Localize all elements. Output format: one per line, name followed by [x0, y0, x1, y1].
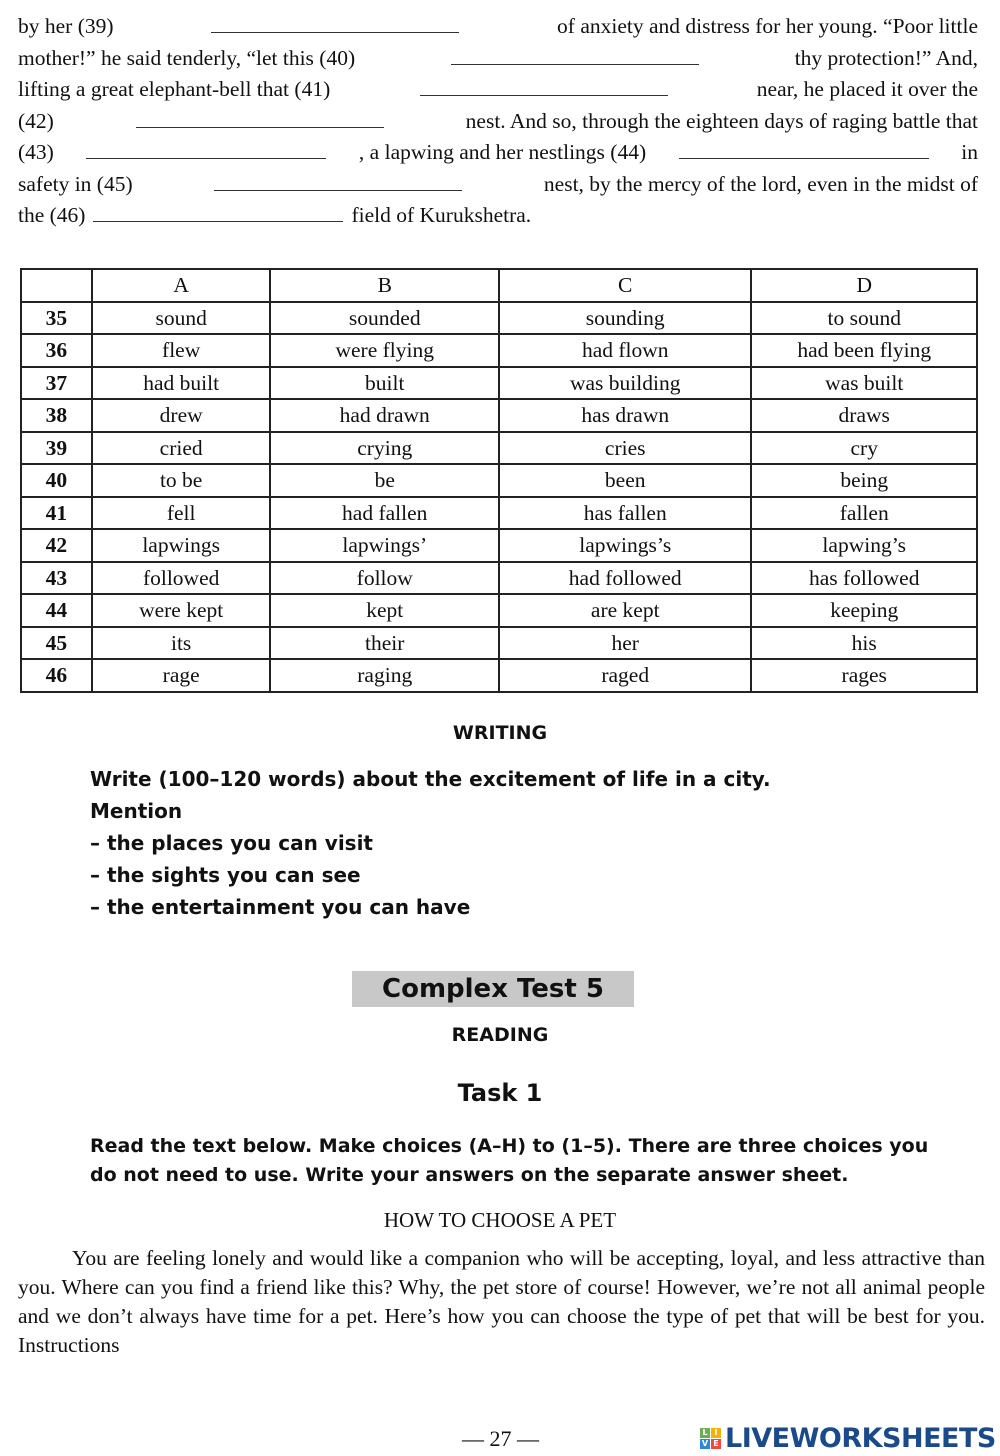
passage-text: in — [961, 140, 978, 164]
option-cell: being — [751, 464, 977, 497]
question-number: 40 — [21, 464, 92, 497]
table-row — [21, 562, 977, 595]
passage-text: safety in (45) — [18, 171, 133, 196]
reading-text: You are feeling lonely and would like a companion who will be accepting, loyal, and less attractive than you. Where can you find a friend like this? Why, the pet store of course! However, we’re not all animal people and we don’t always have time for a pet. Here’s how you can choose the type of pet that will be best for you. Instructions — [18, 1246, 985, 1357]
option-cell: had flown — [499, 334, 751, 367]
option-cell: his — [751, 627, 977, 660]
passage-text: mother!” he said tenderly, “let this (40) — [18, 45, 356, 70]
writing-line: Write (100–120 words) about the excitement of life in a city. — [90, 767, 771, 791]
option-cell: flew — [92, 334, 271, 367]
passage-line — [18, 109, 978, 134]
column-header: C — [499, 269, 751, 302]
option-cell: had built — [92, 367, 271, 400]
liveworksheets-logo — [700, 1423, 996, 1454]
table-row — [21, 367, 977, 400]
passage-text: nest, by the mercy of the lord, even in the midst of — [543, 171, 978, 196]
option-cell: sounded — [270, 302, 499, 335]
passage-text: of anxiety and distress for her young. “Poor little — [557, 14, 978, 38]
passage-text: field of Kurukshetra. — [351, 203, 532, 227]
option-cell: had drawn — [270, 399, 499, 432]
question-number: 42 — [21, 529, 92, 562]
answer-blank[interactable] — [451, 47, 699, 65]
option-cell: lapwing’s — [751, 529, 977, 562]
task-heading: Task 1 — [457, 1079, 543, 1107]
table-row — [21, 497, 977, 530]
column-header: D — [751, 269, 977, 302]
instruction-line: do not need to use. Write your answers on the separate answer sheet. — [90, 1164, 849, 1186]
table-row — [21, 659, 977, 692]
question-number: 43 — [21, 562, 92, 595]
option-cell: draws — [751, 399, 977, 432]
option-cell: cries — [499, 432, 751, 465]
table-row — [21, 334, 977, 367]
passage-line — [18, 140, 978, 165]
writing-line: – the places you can visit — [90, 831, 373, 855]
task-instructions — [90, 1132, 985, 1190]
writing-heading: WRITING — [452, 722, 548, 744]
option-cell: fallen — [751, 497, 977, 530]
option-cell: keeping — [751, 594, 977, 627]
question-number: 38 — [21, 399, 92, 432]
passage-line — [18, 203, 978, 228]
question-number: 41 — [21, 497, 92, 530]
option-cell: raged — [499, 659, 751, 692]
answer-blank[interactable] — [420, 78, 668, 96]
passage-text: near, he placed it over the — [756, 77, 978, 101]
answer-options-table — [20, 268, 978, 693]
passage-text: (43) — [18, 140, 54, 164]
logo-tiles-icon: L I V E — [700, 1428, 721, 1449]
answer-blank[interactable] — [211, 15, 459, 33]
option-cell: followed — [92, 562, 271, 595]
writing-line: Mention — [90, 799, 183, 823]
writing-line: – the sights you can see — [90, 863, 361, 887]
column-header: A — [92, 269, 271, 302]
option-cell: to sound — [751, 302, 977, 335]
answer-blank[interactable] — [214, 173, 462, 191]
question-number: 39 — [21, 432, 92, 465]
option-cell: lapwings’s — [499, 529, 751, 562]
option-cell: drew — [92, 399, 271, 432]
option-cell: was building — [499, 367, 751, 400]
logo-text: LIVEWORKSHEETS — [725, 1423, 996, 1454]
question-number: 37 — [21, 367, 92, 400]
option-cell: lapwings’ — [270, 529, 499, 562]
option-cell: had fallen — [270, 497, 499, 530]
option-cell: has drawn — [499, 399, 751, 432]
table-row — [21, 464, 977, 497]
answer-blank[interactable] — [679, 141, 929, 159]
answer-blank[interactable] — [136, 110, 384, 128]
passage-line — [18, 77, 978, 102]
passage-text: nest. And so, through the eighteen days of raging battle that — [465, 108, 978, 133]
option-cell: fell — [92, 497, 271, 530]
column-header — [21, 269, 92, 302]
option-cell: built — [270, 367, 499, 400]
page-number: — 27 — — [462, 1426, 539, 1451]
option-cell: been — [499, 464, 751, 497]
option-cell: are kept — [499, 594, 751, 627]
passage-text: the (46) — [18, 203, 86, 227]
table-row — [21, 432, 977, 465]
passage-line — [18, 46, 978, 71]
option-cell: rages — [751, 659, 977, 692]
answer-blank[interactable] — [93, 204, 343, 222]
column-header: B — [270, 269, 499, 302]
option-cell: cried — [92, 432, 271, 465]
option-cell: crying — [270, 432, 499, 465]
table-row — [21, 594, 977, 627]
option-cell: rage — [92, 659, 271, 692]
text-title: HOW TO CHOOSE A PET — [383, 1208, 617, 1232]
instruction-line: Read the text below. Make choices (A–H) to (1–5). There are three choices you — [90, 1135, 929, 1157]
question-number: 44 — [21, 594, 92, 627]
passage-line — [18, 172, 978, 197]
reading-heading: READING — [451, 1024, 549, 1046]
passage-text: by her (39) — [18, 14, 114, 38]
test-title: Complex Test 5 — [352, 971, 634, 1007]
passage-text: , a lapwing and her nestlings (44) — [358, 140, 647, 164]
question-number: 36 — [21, 334, 92, 367]
option-cell: kept — [270, 594, 499, 627]
option-cell: were flying — [270, 334, 499, 367]
option-cell: sounding — [499, 302, 751, 335]
option-cell: lapwings — [92, 529, 271, 562]
option-cell: has fallen — [499, 497, 751, 530]
table-row — [21, 627, 977, 660]
question-number: 35 — [21, 302, 92, 335]
option-cell: had followed — [499, 562, 751, 595]
question-number: 45 — [21, 627, 92, 660]
option-cell: sound — [92, 302, 271, 335]
option-cell: her — [499, 627, 751, 660]
option-cell: its — [92, 627, 271, 660]
table-row — [21, 302, 977, 335]
table-row — [21, 399, 977, 432]
option-cell: cry — [751, 432, 977, 465]
answer-blank[interactable] — [86, 141, 326, 159]
passage-line — [18, 14, 978, 39]
option-cell: their — [270, 627, 499, 660]
option-cell: has followed — [751, 562, 977, 595]
option-cell: were kept — [92, 594, 271, 627]
option-cell: follow — [270, 562, 499, 595]
option-cell: raging — [270, 659, 499, 692]
option-cell: was built — [751, 367, 977, 400]
option-cell: had been flying — [751, 334, 977, 367]
option-cell: be — [270, 464, 499, 497]
option-cell: to be — [92, 464, 271, 497]
question-number: 46 — [21, 659, 92, 692]
passage-text: thy protection!” And, — [794, 45, 978, 70]
passage-text: (42) — [18, 108, 54, 133]
writing-line: – the entertainment you can have — [90, 895, 471, 919]
passage-text: lifting a great elephant-bell that (41) — [18, 77, 331, 101]
table-row — [21, 529, 977, 562]
